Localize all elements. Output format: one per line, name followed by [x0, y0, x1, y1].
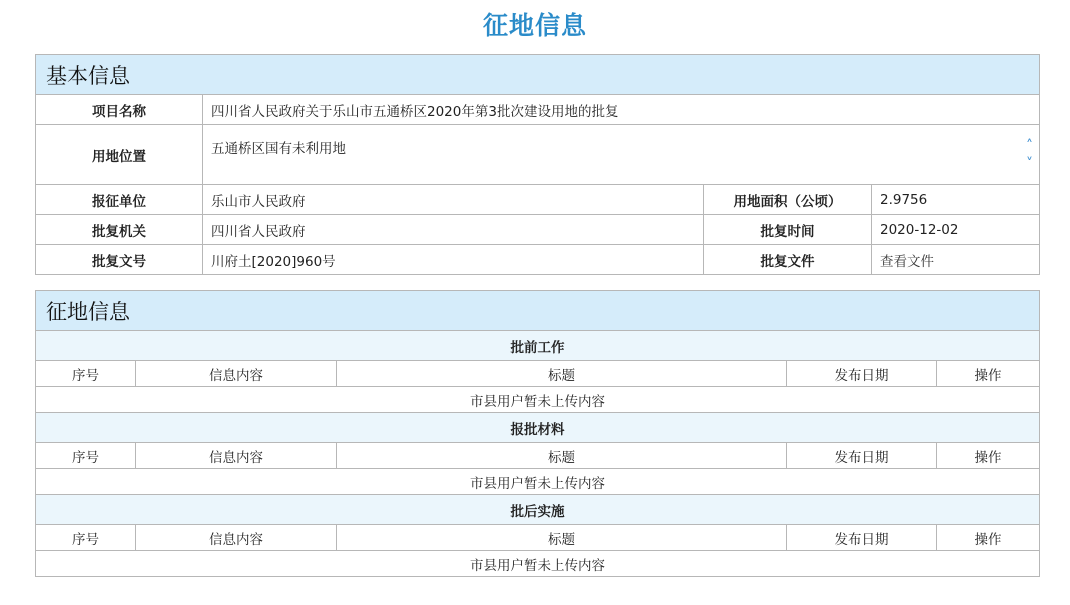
scroll-down-icon[interactable]: ˅ — [1026, 155, 1033, 172]
basic-info-table — [35, 54, 1040, 275]
empty-message: 市县用户暂未上传内容 — [36, 387, 1040, 413]
empty-message: 市县用户暂未上传内容 — [36, 469, 1040, 495]
col-header-index: 序号 — [36, 361, 136, 387]
authority-label: 批复机关 — [36, 215, 203, 245]
empty-message: 市县用户暂未上传内容 — [36, 551, 1040, 577]
col-header-date: 发布日期 — [787, 361, 937, 387]
project-name-label: 项目名称 — [36, 95, 203, 125]
location-value: 五通桥区国有未利用地 — [211, 140, 346, 157]
doc-file-cell — [872, 245, 1040, 275]
expropriation-section-title: 征地信息 — [36, 291, 1040, 331]
col-header-action: 操作 — [937, 361, 1040, 387]
basic-info-section-title: 基本信息 — [36, 55, 1040, 95]
location-label: 用地位置 — [36, 125, 203, 185]
area-value: 2.9756 — [872, 185, 1040, 215]
col-header-index: 序号 — [36, 443, 136, 469]
col-header-date: 发布日期 — [787, 443, 937, 469]
location-cell — [203, 125, 1040, 185]
applicant-value: 乐山市人民政府 — [203, 185, 704, 215]
expropriation-info-table — [35, 290, 1040, 577]
doc-file-label: 批复文件 — [704, 245, 872, 275]
col-header-index: 序号 — [36, 525, 136, 551]
col-header-date: 发布日期 — [787, 525, 937, 551]
project-name-value: 四川省人民政府关于乐山市五通桥区2020年第3批次建设用地的批复 — [203, 95, 1040, 125]
col-header-action: 操作 — [937, 443, 1040, 469]
column-header-row — [36, 361, 1040, 387]
col-header-title: 标题 — [337, 525, 787, 551]
column-header-row — [36, 525, 1040, 551]
approval-time-value: 2020-12-02 — [872, 215, 1040, 245]
view-file-link[interactable]: 查看文件 — [880, 253, 934, 270]
group-title: 报批材料 — [36, 413, 1040, 443]
area-label: 用地面积（公顷） — [704, 185, 872, 215]
page-title: 征地信息 — [482, 11, 587, 40]
scroll-up-icon[interactable]: ˄ — [1026, 137, 1033, 154]
approval-time-label: 批复时间 — [704, 215, 872, 245]
col-header-title: 标题 — [337, 361, 787, 387]
col-header-content: 信息内容 — [136, 525, 337, 551]
group-title: 批前工作 — [36, 331, 1040, 361]
doc-no-label: 批复文号 — [36, 245, 203, 275]
group-title: 批后实施 — [36, 495, 1040, 525]
doc-no-value: 川府土[2020]960号 — [203, 245, 704, 275]
col-header-content: 信息内容 — [136, 361, 337, 387]
authority-value: 四川省人民政府 — [203, 215, 704, 245]
column-header-row — [36, 443, 1040, 469]
col-header-title: 标题 — [337, 443, 787, 469]
applicant-label: 报征单位 — [36, 185, 203, 215]
col-header-content: 信息内容 — [136, 443, 337, 469]
col-header-action: 操作 — [937, 525, 1040, 551]
location-scroll-control[interactable] — [1026, 137, 1033, 173]
